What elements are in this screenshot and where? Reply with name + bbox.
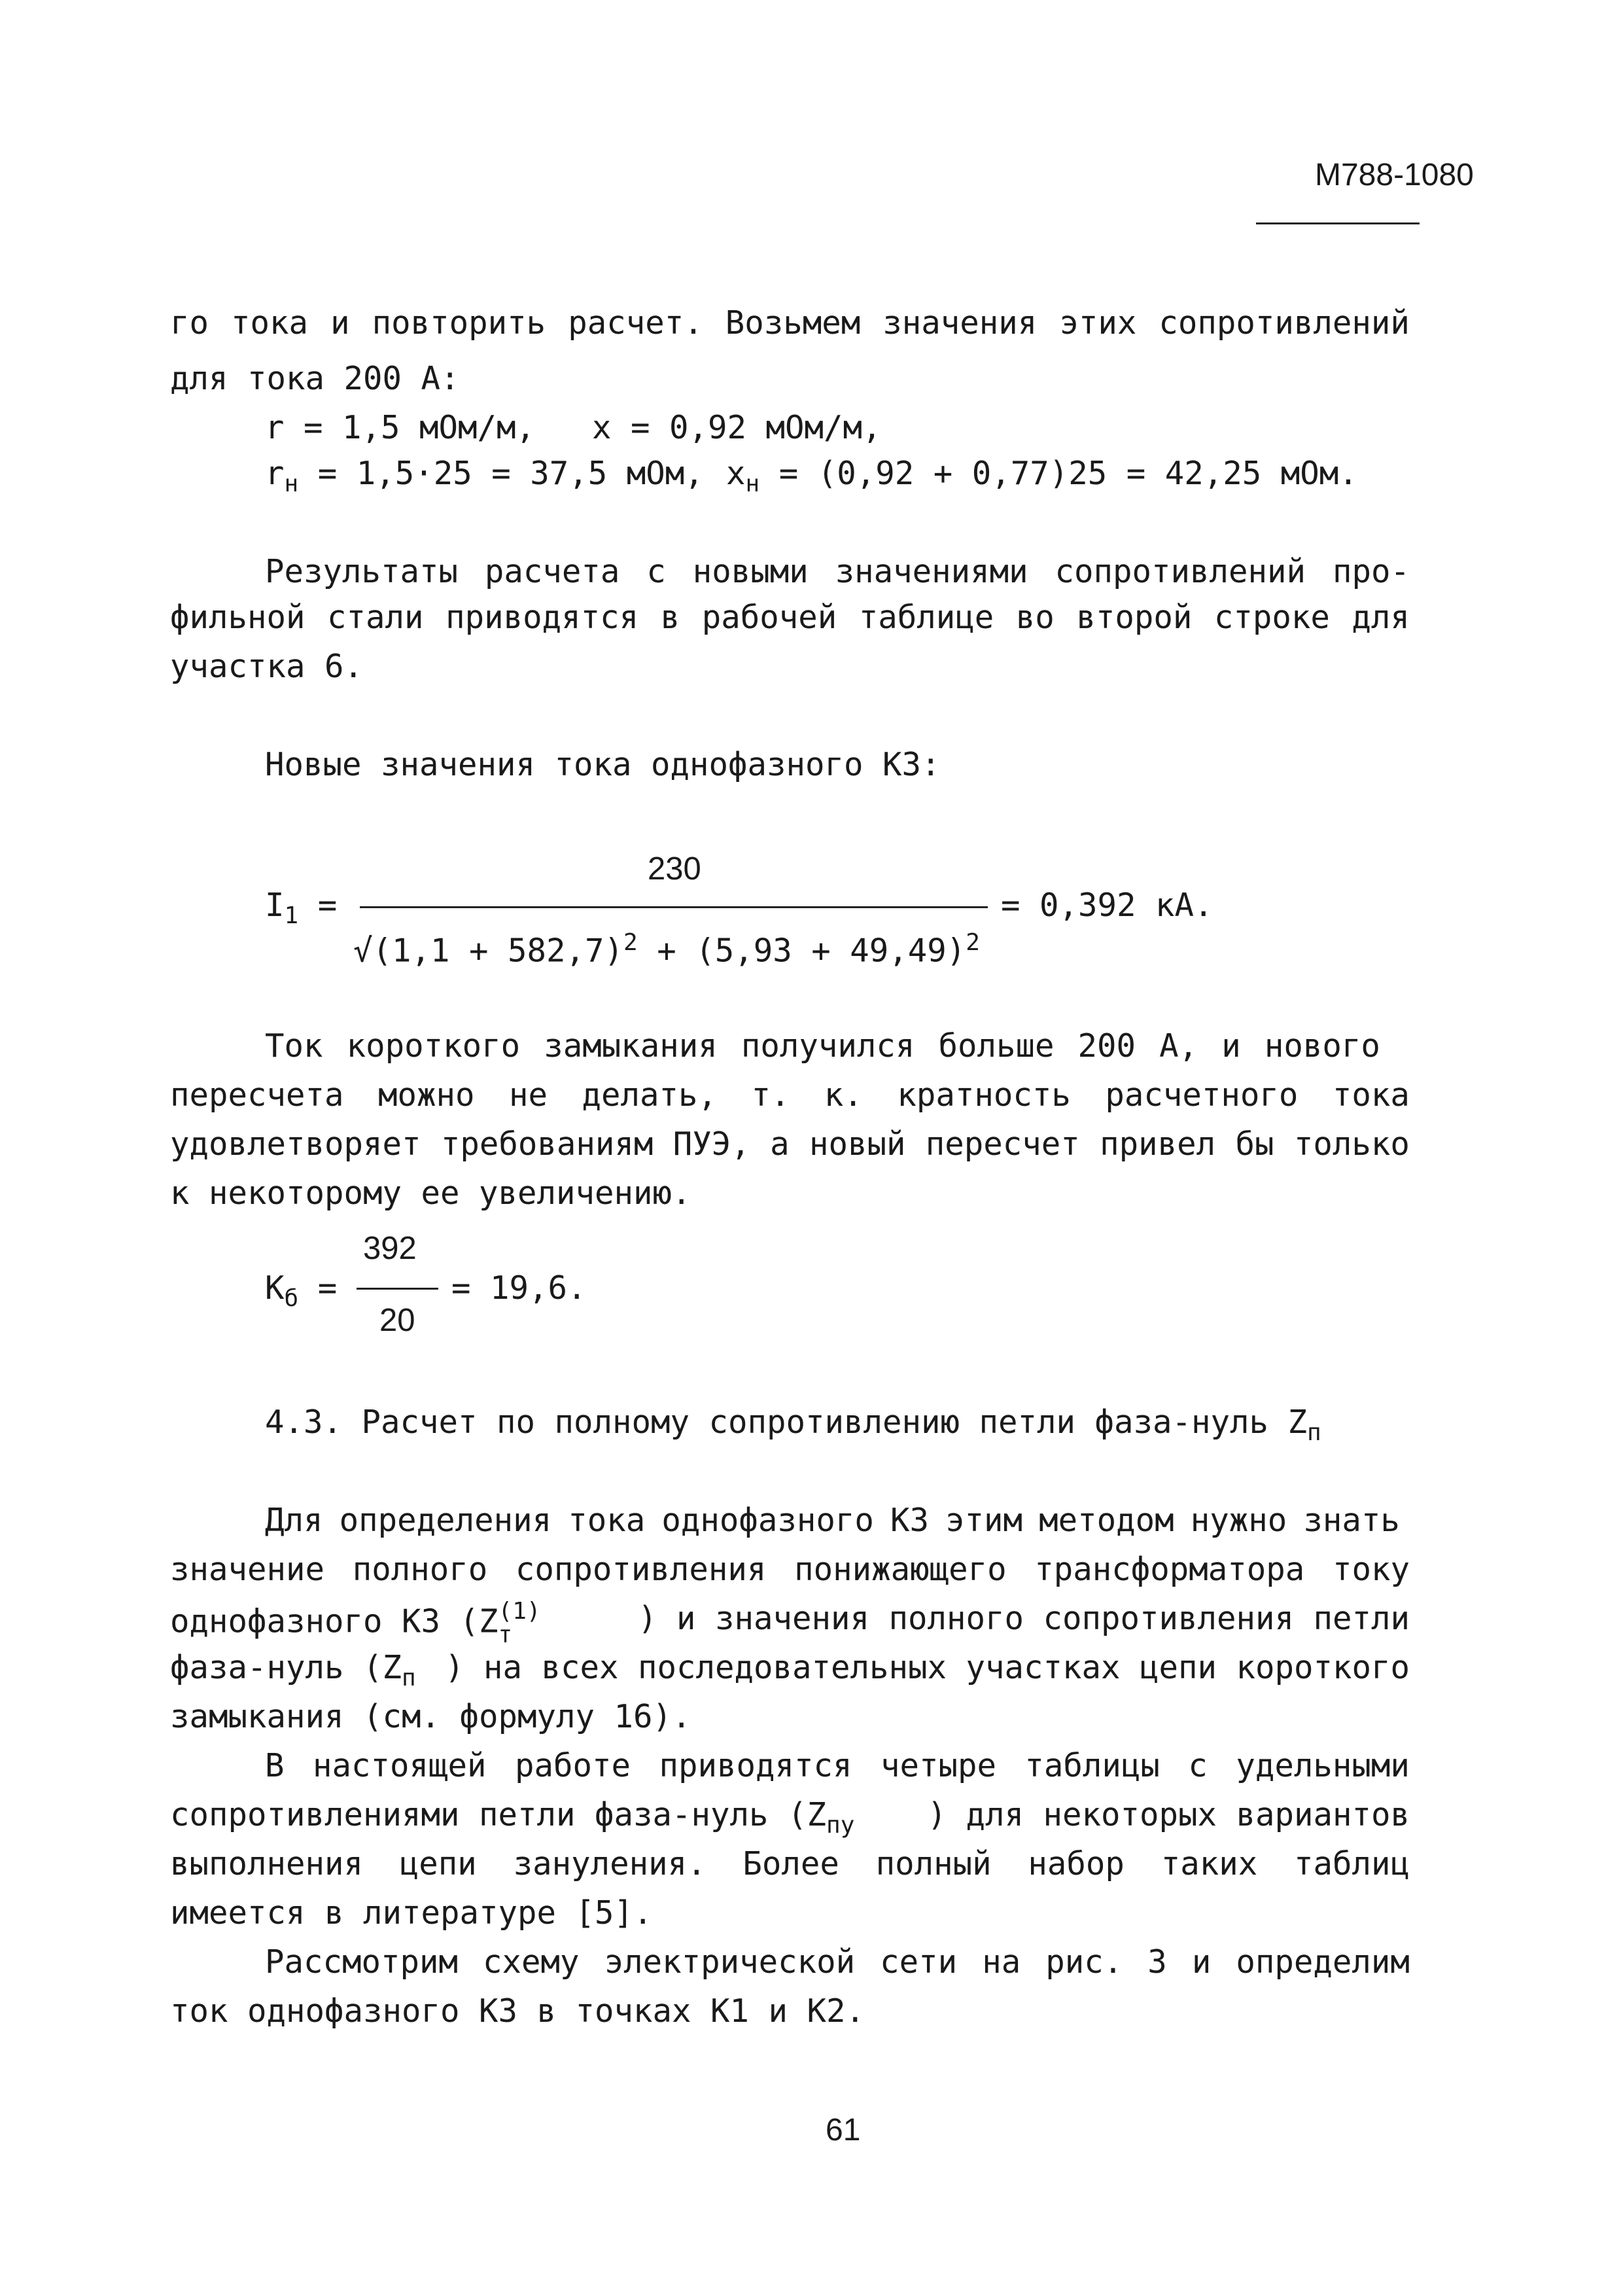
word: В bbox=[265, 1747, 285, 1784]
para4-line3 bbox=[170, 1125, 1410, 1163]
formula2-numerator: 392 bbox=[363, 1231, 417, 1266]
word: определим bbox=[1236, 1943, 1410, 1981]
para6-line4: имеется в литературе [5]. bbox=[170, 1894, 653, 1932]
word: с bbox=[646, 553, 666, 590]
eq1-x: x = 0,92 мОм/м, bbox=[592, 409, 882, 446]
word: про- bbox=[1332, 553, 1410, 590]
para7-line1 bbox=[265, 1943, 1410, 1981]
word: короткого bbox=[346, 1027, 521, 1065]
formula1-lhs bbox=[265, 887, 337, 929]
word: привел bbox=[1100, 1125, 1216, 1163]
formula1-symbol: I bbox=[265, 887, 285, 924]
formula2-subscript: б bbox=[284, 1284, 299, 1312]
word: во bbox=[1015, 599, 1055, 636]
word: рис. bbox=[1045, 1943, 1123, 1981]
word: 3 bbox=[1147, 1943, 1167, 1981]
word: пересчет bbox=[925, 1125, 1080, 1163]
word: только bbox=[1293, 1125, 1410, 1163]
word: для bbox=[1352, 599, 1410, 636]
word: полный bbox=[875, 1845, 992, 1882]
word: нового bbox=[1264, 1027, 1380, 1065]
eq2-x bbox=[726, 455, 1358, 497]
section-title-subscript: п bbox=[1307, 1419, 1321, 1446]
para6-line1 bbox=[265, 1747, 1410, 1784]
para4-line1 bbox=[265, 1027, 1380, 1065]
word: тока bbox=[1332, 1076, 1410, 1114]
header-rule bbox=[1256, 222, 1420, 224]
para6-line2-start bbox=[170, 1796, 854, 1839]
word: к. bbox=[824, 1076, 863, 1114]
para5-line3-end: ) и значения полного сопротивления петли bbox=[637, 1600, 1410, 1637]
document-code: М788-1080 bbox=[1315, 158, 1474, 192]
word: Результаты bbox=[265, 553, 459, 590]
word: в bbox=[660, 599, 680, 636]
word: и bbox=[330, 304, 350, 342]
z-transformer-sub: т bbox=[498, 1621, 513, 1648]
word: строке bbox=[1213, 599, 1330, 636]
para5-line4-subscript: п bbox=[402, 1664, 416, 1691]
word: расчет. bbox=[568, 304, 703, 342]
eq1-r: r = 1,5 мОм/м, bbox=[265, 409, 536, 446]
word: фильной bbox=[170, 599, 305, 636]
word: второй bbox=[1076, 599, 1193, 636]
word: сопротивления bbox=[515, 1551, 767, 1588]
para5-line1 bbox=[265, 1502, 1400, 1539]
para2-line2 bbox=[170, 599, 1410, 636]
word: сопротивлений bbox=[1055, 553, 1306, 590]
para5-line4 bbox=[170, 1649, 1410, 1691]
para4-line2 bbox=[170, 1076, 1410, 1114]
para3-line1: Новые значения тока однофазного КЗ: bbox=[265, 746, 941, 783]
formula2-fraction-bar bbox=[357, 1288, 438, 1290]
formula2-denominator: 20 bbox=[379, 1303, 415, 1338]
section-heading bbox=[265, 1404, 1321, 1446]
word: расчета bbox=[484, 553, 620, 590]
word: получился bbox=[741, 1027, 915, 1065]
z-transformer-indices bbox=[498, 1600, 541, 1647]
word: значения bbox=[882, 304, 1038, 342]
para5-line4-text: фаза-нуль (Z bbox=[170, 1649, 402, 1686]
word: больше bbox=[938, 1027, 1055, 1065]
eq2-r-subscript: н bbox=[284, 470, 299, 497]
word: удельными bbox=[1236, 1747, 1410, 1784]
word: го bbox=[170, 304, 209, 342]
eq2-r-value: = 1,5·25 = 37,5 мОм, bbox=[317, 455, 704, 492]
word: таблиц bbox=[1293, 1845, 1410, 1882]
formula1-numerator: 230 bbox=[648, 851, 701, 887]
word: нужно bbox=[1190, 1502, 1287, 1539]
word: пересчета bbox=[170, 1076, 344, 1114]
para5-line2 bbox=[170, 1551, 1410, 1588]
word: можно bbox=[377, 1076, 475, 1114]
word: новыми bbox=[692, 553, 809, 590]
word: электрической bbox=[604, 1943, 856, 1981]
word: с bbox=[1188, 1747, 1208, 1784]
word: тока bbox=[568, 1502, 646, 1539]
word: стали bbox=[327, 599, 424, 636]
word: бы bbox=[1235, 1125, 1274, 1163]
word: требованиям bbox=[440, 1125, 654, 1163]
word: таблицы bbox=[1024, 1747, 1160, 1784]
word: зануления. bbox=[513, 1845, 707, 1882]
word: таблице bbox=[858, 599, 994, 636]
word: 200 bbox=[1077, 1027, 1136, 1065]
formula2-result: = 19,6. bbox=[451, 1269, 587, 1307]
eq2-x-subscript: н bbox=[745, 470, 760, 497]
word: т. bbox=[751, 1076, 790, 1114]
section-title: 4.3. Расчет по полному сопротивлению петли фаза-нуль Z bbox=[265, 1404, 1308, 1441]
para5-line4-end: ) на всех последовательных участках цепи короткого bbox=[444, 1649, 1410, 1686]
para5-line3 bbox=[170, 1600, 1410, 1647]
word: на bbox=[982, 1943, 1021, 1981]
para5-line5: замыкания (см. формулу 16). bbox=[170, 1698, 691, 1735]
para5-line3-start bbox=[170, 1600, 541, 1647]
para1-line2: для тока 200 А: bbox=[170, 360, 460, 397]
word: методом bbox=[1039, 1502, 1174, 1539]
word: повторить bbox=[372, 304, 546, 342]
word: настоящей bbox=[312, 1747, 487, 1784]
eq2-x-symbol: x bbox=[726, 455, 746, 492]
eq2-r bbox=[265, 455, 704, 497]
word: тока bbox=[231, 304, 309, 342]
formula1-equals: = bbox=[317, 887, 338, 924]
word: новый bbox=[809, 1125, 906, 1163]
formula1-result: = 0,392 кА. bbox=[1001, 887, 1213, 924]
para5-line3-text: однофазного КЗ (Z bbox=[170, 1602, 498, 1640]
word: понижающего bbox=[794, 1551, 1007, 1588]
formula1-denominator bbox=[353, 929, 980, 969]
formula1-denom-a: √(1,1 + 582,7) bbox=[353, 932, 624, 970]
word: набор bbox=[1028, 1845, 1125, 1882]
word: приводятся bbox=[445, 599, 639, 636]
word: Ток bbox=[265, 1027, 323, 1065]
word: этих bbox=[1059, 304, 1137, 342]
formula1-denom-b: + (5,93 + 49,49) bbox=[637, 932, 966, 970]
word: не bbox=[508, 1076, 548, 1114]
para6-line2-subscript: пу bbox=[826, 1811, 855, 1839]
word: Более bbox=[742, 1845, 839, 1882]
word: сопротивлений bbox=[1159, 304, 1410, 342]
word: знать bbox=[1303, 1502, 1400, 1539]
para6-line2 bbox=[170, 1796, 1410, 1839]
word: однофазного bbox=[661, 1502, 874, 1539]
para5-line4-start bbox=[170, 1649, 416, 1691]
word: Рассмотрим bbox=[265, 1943, 459, 1981]
eq2-r-symbol: r bbox=[265, 455, 285, 492]
para2-line3: участка 6. bbox=[170, 648, 364, 685]
para7-line2: ток однофазного КЗ в точках К1 и К2. bbox=[170, 1992, 865, 2030]
word: схему bbox=[483, 1943, 580, 1981]
word: замыкания bbox=[544, 1027, 718, 1065]
word: удовлетворяет bbox=[170, 1125, 421, 1163]
para1-line1 bbox=[170, 304, 1410, 342]
para6-line2-end: ) для некоторых вариантов bbox=[927, 1796, 1410, 1833]
word: значениями bbox=[835, 553, 1028, 590]
para6-line2-text: сопротивлениями петли фаза-нуль (Z bbox=[170, 1796, 827, 1833]
word: цепи bbox=[399, 1845, 477, 1882]
word: полного bbox=[352, 1551, 488, 1588]
z-transformer-sup: (1) bbox=[498, 1598, 541, 1625]
word: сети bbox=[880, 1943, 958, 1981]
word: расчетного bbox=[1105, 1076, 1299, 1114]
formula2-symbol: К bbox=[265, 1269, 285, 1307]
formula1-fraction-bar bbox=[360, 906, 988, 908]
word: рабочей bbox=[701, 599, 837, 636]
word: и bbox=[1191, 1943, 1212, 1981]
word: а bbox=[770, 1125, 790, 1163]
word: определения bbox=[339, 1502, 552, 1539]
word: трансформатора bbox=[1034, 1551, 1305, 1588]
eq2-x-value: = (0,92 + 0,77)25 = 42,25 мОм. bbox=[778, 455, 1358, 492]
formula1-denom-sup1: 2 bbox=[623, 929, 638, 956]
word: выполнения bbox=[170, 1845, 364, 1882]
word: А, bbox=[1159, 1027, 1198, 1065]
word: работе bbox=[514, 1747, 631, 1784]
word: кратность bbox=[897, 1076, 1071, 1114]
formula2-equals: = bbox=[317, 1269, 338, 1307]
word: четыре bbox=[880, 1747, 996, 1784]
formula1-denom-sup2: 2 bbox=[966, 929, 980, 956]
word: КЗ bbox=[890, 1502, 929, 1539]
word: приводятся bbox=[659, 1747, 852, 1784]
para4-line4: к некоторому ее увеличению. bbox=[170, 1174, 691, 1212]
word: току bbox=[1332, 1551, 1410, 1588]
word: таких bbox=[1161, 1845, 1258, 1882]
para2-line1 bbox=[265, 553, 1410, 590]
word: и bbox=[1221, 1027, 1241, 1065]
word: этим bbox=[945, 1502, 1023, 1539]
formula1-subscript: 1 bbox=[284, 902, 299, 929]
formula2-lhs bbox=[265, 1269, 337, 1312]
word: ПУЭ, bbox=[672, 1125, 750, 1163]
word: Возьмем bbox=[725, 304, 861, 342]
para6-line3 bbox=[170, 1845, 1410, 1882]
page-number: 61 bbox=[826, 2113, 861, 2147]
word: Для bbox=[265, 1502, 323, 1539]
word: делать, bbox=[582, 1076, 717, 1114]
word: значение bbox=[170, 1551, 325, 1588]
